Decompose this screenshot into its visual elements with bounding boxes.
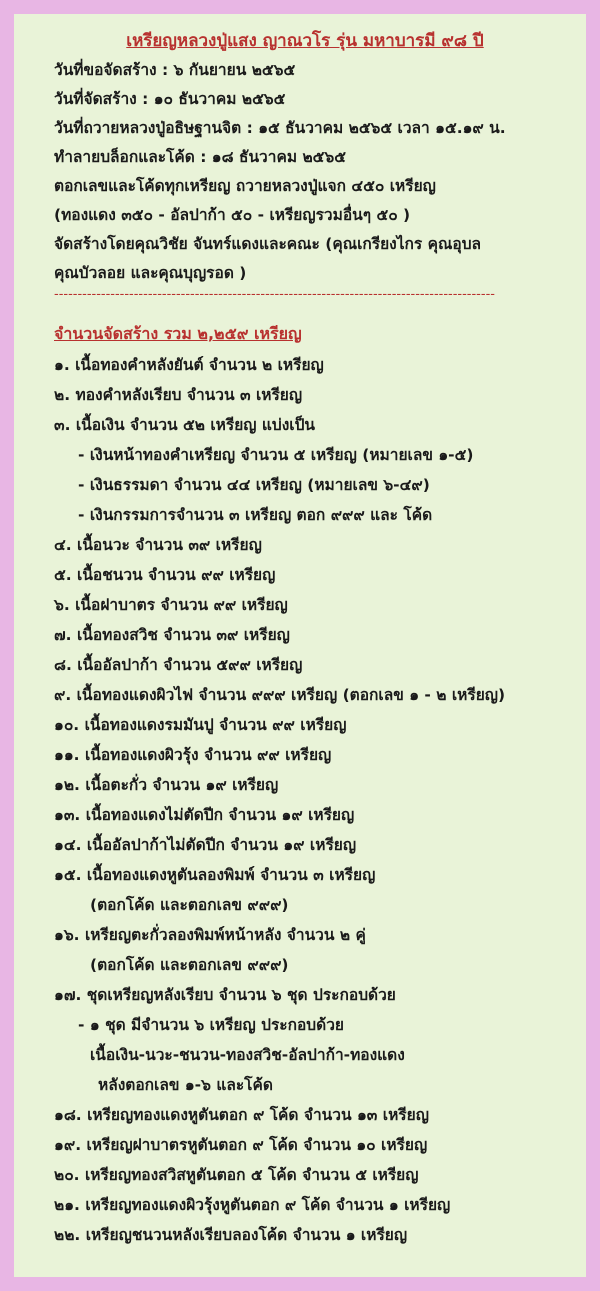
- list-item-detail: หลังตอกเลข ๑-๖ และโค้ด: [98, 1076, 273, 1094]
- list-item: ๕. เนื้อชนวน จำนวน ๙๙ เหรียญ: [54, 566, 276, 584]
- info-line: (ทองแดง ๓๕๐ - อัลปาก้า ๕๐ - เหรียญรวมอื่นๆ ๕๐ ): [54, 206, 411, 224]
- list-item: ๑๖. เหรียญตะกั่วลองพิมพ์หน้าหลัง จำนวน ๒ คู่: [54, 926, 366, 944]
- list-item-detail: (ตอกโค้ด และตอกเลข ๙๙๙): [90, 896, 289, 914]
- list-item-detail: (ตอกโค้ด และตอกเลข ๙๙๙): [90, 956, 289, 974]
- list-item-detail: - เงินหน้าทองคำเหรียญ จำนวน ๕ เหรียญ (หมายเลข ๑-๕): [78, 446, 474, 464]
- info-line: วันที่ถวายหลวงปู่อธิษฐานจิต : ๑๕ ธันวาคม ๒๕๖๕ เวลา ๑๕.๑๙ น.: [54, 119, 506, 137]
- document-title-text: เหรียญหลวงปู่แสง ญาณวโร รุ่น มหาบารมี ๙๘ ปี: [126, 31, 484, 51]
- list-item-detail: - ๑ ชุด มีจำนวน ๖ เหรียญ ประกอบด้วย: [78, 1016, 344, 1034]
- info-block: [54, 56, 570, 288]
- list-item: ๑๘. เหรียญทองแดงหูตันตอก ๙ โค้ด จำนวน ๑๓ เหรียญ: [54, 1106, 429, 1124]
- list-item: ๒. ทองคำหลังเรียบ จำนวน ๓ เหรียญ: [54, 386, 303, 404]
- list-item: ๒๑. เหรียญทองแดงผิวรุ้งหูตันตอก ๙ โค้ด จำนวน ๑ เหรียญ: [54, 1196, 451, 1214]
- list-item-detail: - เงินธรรมดา จำนวน ๔๔ เหรียญ (หมายเลข ๖-๔๙): [78, 476, 430, 494]
- info-line: คุณบัวลอย และคุณบุญรอด ): [54, 264, 247, 282]
- section-title: [54, 318, 570, 350]
- info-line: ทำลายบล็อกและโค้ด : ๑๘ ธันวาคม ๒๕๖๕: [54, 148, 346, 166]
- separator-line: ----------------------------------------------------------------------------------------------: [54, 288, 495, 302]
- list-item-detail: - เงินกรรมการจำนวน ๓ เหรียญ ตอก ๙๙๙ และ โค้ด: [78, 506, 433, 524]
- list-item: ๙. เนื้อทองแดงผิวไฟ จำนวน ๙๙๙ เหรียญ (ตอกเลข ๑ - ๒ เหรียญ): [54, 686, 506, 704]
- list-item: ๑๗. ชุดเหรียญหลังเรียบ จำนวน ๖ ชุด ประกอบด้วย: [54, 986, 396, 1004]
- list-item: ๑๔. เนื้ออัลปาก้าไม่ตัดปีก จำนวน ๑๙ เหรียญ: [54, 836, 357, 854]
- list-item: ๑๑. เนื้อทองแดงผิวรุ้ง จำนวน ๙๙ เหรียญ: [54, 746, 332, 764]
- list-item: ๒๒. เหรียญชนวนหลังเรียบลองโค้ด จำนวน ๑ เหรียญ: [54, 1226, 408, 1244]
- document-title: [40, 28, 570, 56]
- section-title-text: จำนวนจัดสร้าง รวม ๒,๒๕๙ เหรียญ: [54, 324, 302, 343]
- info-line: วันที่จัดสร้าง : ๑๐ ธันวาคม ๒๕๖๕: [54, 90, 286, 108]
- document-panel: [14, 14, 586, 1277]
- info-line: จัดสร้างโดยคุณวิชัย จันทร์แดงและคณะ (คุณเกรียงไกร คุณอุบล: [54, 235, 482, 253]
- list-item-detail: เนื้อเงิน-นวะ-ชนวน-ทองสวิช-อัลปาก้า-ทองแดง: [90, 1046, 405, 1064]
- list-item: ๖. เนื้อฝาบาตร จำนวน ๙๙ เหรียญ: [54, 596, 288, 614]
- info-line: ตอกเลขและโค้ดทุกเหรียญ ถวายหลวงปู่แจก ๔๕๐ เหรียญ: [54, 177, 436, 195]
- list-item: ๗. เนื้อทองสวิช จำนวน ๓๙ เหรียญ: [54, 626, 290, 644]
- list-item: ๒๐. เหรียญทองสวิสหูตันตอก ๕ โค้ด จำนวน ๕ เหรียญ: [54, 1166, 419, 1184]
- list-item: ๑๓. เนื้อทองแดงไม่ตัดปีก จำนวน ๑๙ เหรียญ: [54, 806, 355, 824]
- list-item: ๑๐. เนื้อทองแดงรมมันปู จำนวน ๙๙ เหรียญ: [54, 716, 347, 734]
- list-item: ๘. เนื้ออัลปาก้า จำนวน ๕๙๙ เหรียญ: [54, 656, 303, 674]
- list-item: ๔. เนื้อนวะ จำนวน ๓๙ เหรียญ: [54, 536, 262, 554]
- list-item: ๑๕. เนื้อทองแดงหูตันลองพิมพ์ จำนวน ๓ เหรียญ: [54, 866, 376, 884]
- list-item: ๑๙. เหรียญฝาบาตรหูตันตอก ๙ โค้ด จำนวน ๑๐ เหรียญ: [54, 1136, 428, 1154]
- list-item: ๑. เนื้อทองคำหลังยันต์ จำนวน ๒ เหรียญ: [54, 356, 324, 374]
- list-item: ๑๒. เนื้อตะกั่ว จำนวน ๑๙ เหรียญ: [54, 776, 279, 794]
- list-item: ๓. เนื้อเงิน จำนวน ๕๒ เหรียญ แบ่งเป็น: [54, 416, 316, 434]
- item-list: [54, 350, 570, 1250]
- info-line: วันที่ขอจัดสร้าง : ๖ กันยายน ๒๕๖๕: [54, 61, 296, 79]
